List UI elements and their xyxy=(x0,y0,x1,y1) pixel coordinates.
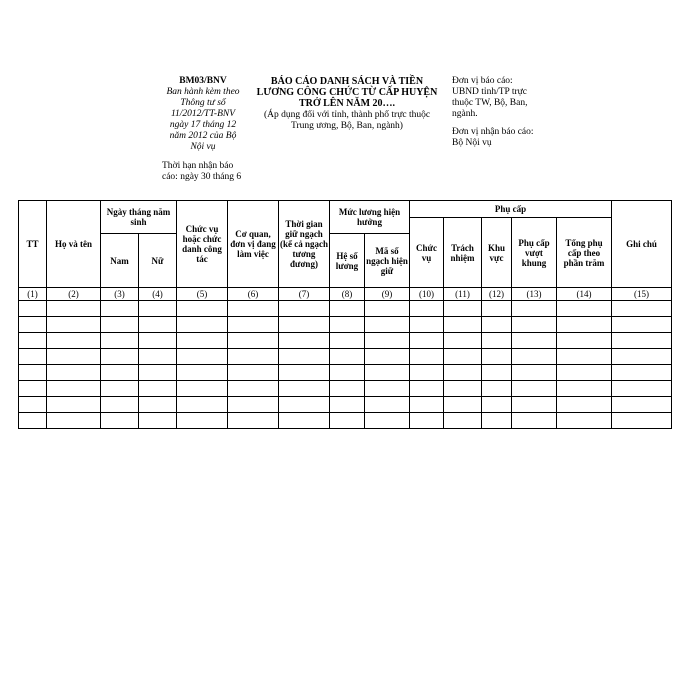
header-rank-code: Mã số ngạch hiện giữ xyxy=(365,234,410,288)
table-row xyxy=(19,333,672,349)
col-number: (13) xyxy=(512,288,557,301)
table-cell xyxy=(512,397,557,413)
table-cell xyxy=(101,397,139,413)
table-cell xyxy=(557,381,612,397)
table-cell xyxy=(139,333,177,349)
table-cell xyxy=(410,349,444,365)
col-number: (9) xyxy=(365,288,410,301)
staff-salary-table xyxy=(18,200,672,429)
table-cell xyxy=(19,397,47,413)
table-cell xyxy=(512,333,557,349)
table-cell xyxy=(330,397,365,413)
header-note: Ghi chú xyxy=(612,201,672,288)
table-cell xyxy=(410,381,444,397)
table-row xyxy=(19,413,672,429)
table-cell xyxy=(19,413,47,429)
issued-line: năm 2012 của Bộ xyxy=(169,131,237,141)
table-cell xyxy=(512,301,557,317)
table-cell xyxy=(512,365,557,381)
table-cell xyxy=(47,397,101,413)
table-cell xyxy=(512,413,557,429)
table-cell xyxy=(279,349,330,365)
table-cell xyxy=(444,413,482,429)
table-cell xyxy=(444,349,482,365)
col-number: (14) xyxy=(557,288,612,301)
table-cell xyxy=(139,413,177,429)
col-number: (8) xyxy=(330,288,365,301)
table-cell xyxy=(330,365,365,381)
table-cell xyxy=(365,333,410,349)
table-cell xyxy=(177,333,228,349)
table-row xyxy=(19,301,672,317)
header-excess: Phụ cấp vượt khung xyxy=(512,218,557,288)
title-line: BÁO CÁO DANH SÁCH VÀ TIỀN xyxy=(270,76,424,87)
reporting-line: ngành. xyxy=(452,109,478,119)
col-number: (15) xyxy=(612,288,672,301)
form-code: BM03/BNV xyxy=(179,76,227,86)
table-cell xyxy=(139,397,177,413)
table-cell xyxy=(444,397,482,413)
header-male: Nam xyxy=(101,234,139,288)
table-cell xyxy=(228,381,279,397)
table-cell xyxy=(47,333,101,349)
table-cell xyxy=(482,365,512,381)
header-coef: Hệ số lương xyxy=(330,234,365,288)
table-cell xyxy=(228,397,279,413)
table-cell xyxy=(410,301,444,317)
deadline-line: Thời hạn nhận báo xyxy=(162,161,234,171)
table-cell xyxy=(482,317,512,333)
table-cell xyxy=(612,349,672,365)
table-cell xyxy=(228,413,279,429)
table-cell xyxy=(612,381,672,397)
column-number-row xyxy=(19,288,672,301)
table-cell xyxy=(482,333,512,349)
header-agency: Cơ quan, đơn vị đang làm việc xyxy=(228,201,279,288)
subtitle-line: (Áp dụng đối với tỉnh, thành phố trực thuộc xyxy=(263,110,431,120)
table-cell xyxy=(19,317,47,333)
issued-by-note xyxy=(158,87,248,153)
table-cell xyxy=(410,333,444,349)
header-region: Khu vực xyxy=(482,218,512,288)
table-cell xyxy=(512,381,557,397)
col-number: (11) xyxy=(444,288,482,301)
table-cell xyxy=(444,381,482,397)
table-cell xyxy=(139,381,177,397)
subtitle-line: Trung ương, Bộ, Ban, ngành) xyxy=(291,121,403,131)
table-cell xyxy=(101,317,139,333)
table-cell xyxy=(612,317,672,333)
table-cell xyxy=(410,397,444,413)
table-cell xyxy=(482,397,512,413)
receiving-unit xyxy=(452,127,572,149)
table-cell xyxy=(330,301,365,317)
table-cell xyxy=(557,397,612,413)
table-cell xyxy=(228,301,279,317)
table-cell xyxy=(512,349,557,365)
table-cell xyxy=(19,365,47,381)
header-duty: Chức vụ xyxy=(410,218,444,288)
table-cell xyxy=(279,381,330,397)
table-row xyxy=(19,317,672,333)
receiving-line: Đơn vị nhận báo cáo: xyxy=(452,127,534,137)
table-cell xyxy=(330,349,365,365)
table-cell xyxy=(228,349,279,365)
table-row xyxy=(19,349,672,365)
table-cell xyxy=(47,349,101,365)
issued-line: ngày 17 tháng 12 xyxy=(169,120,237,130)
table-cell xyxy=(47,365,101,381)
receiving-line: Bộ Nội vụ xyxy=(452,138,492,148)
report-subtitle xyxy=(252,110,442,132)
table-cell xyxy=(330,413,365,429)
table-cell xyxy=(19,333,47,349)
table-cell xyxy=(279,413,330,429)
table-cell xyxy=(482,413,512,429)
empty-rows xyxy=(19,301,672,429)
table-cell xyxy=(330,317,365,333)
table-cell xyxy=(177,381,228,397)
header-tt: TT xyxy=(19,201,47,288)
table-cell xyxy=(444,333,482,349)
header-responsibility: Trách nhiệm xyxy=(444,218,482,288)
issued-line: Thông tư số xyxy=(180,98,226,108)
table-cell xyxy=(177,397,228,413)
table-cell xyxy=(365,413,410,429)
table-cell xyxy=(444,317,482,333)
table-cell xyxy=(101,381,139,397)
table-row xyxy=(19,397,672,413)
table-cell xyxy=(47,413,101,429)
table-cell xyxy=(557,317,612,333)
table-cell xyxy=(365,365,410,381)
table-cell xyxy=(444,365,482,381)
table-cell xyxy=(279,333,330,349)
table-cell xyxy=(444,301,482,317)
table-cell xyxy=(557,333,612,349)
table-cell xyxy=(101,349,139,365)
table-cell xyxy=(279,397,330,413)
table-cell xyxy=(482,349,512,365)
header-dob: Ngày tháng năm sinh xyxy=(101,201,177,234)
table-cell xyxy=(177,301,228,317)
table-row xyxy=(19,365,672,381)
table-cell xyxy=(47,301,101,317)
issued-line: Nội vụ xyxy=(190,142,216,152)
table-cell xyxy=(228,365,279,381)
header-total-pct: Tổng phụ cấp theo phần trăm xyxy=(557,218,612,288)
col-number: (6) xyxy=(228,288,279,301)
table-cell xyxy=(177,365,228,381)
table-cell xyxy=(177,349,228,365)
reporting-line: thuộc TW, Bộ, Ban, xyxy=(452,98,528,108)
deadline-line: cáo: ngày 30 tháng 6 xyxy=(162,172,242,182)
table-cell xyxy=(19,349,47,365)
table-cell xyxy=(101,333,139,349)
table-cell xyxy=(101,301,139,317)
title-line: TRỞ LÊN NĂM 20…. xyxy=(298,98,396,109)
issued-line: 11/2012/TT-BNV xyxy=(170,109,236,119)
table-cell xyxy=(19,301,47,317)
col-number: (2) xyxy=(47,288,101,301)
table-cell xyxy=(177,317,228,333)
table-cell xyxy=(365,317,410,333)
col-number: (4) xyxy=(139,288,177,301)
table-cell xyxy=(279,317,330,333)
table-cell xyxy=(330,333,365,349)
header-time-rank: Thời gian giữ ngạch (kể cả ngạch tương đương) xyxy=(279,201,330,288)
table-cell xyxy=(482,381,512,397)
report-title xyxy=(252,76,442,109)
table-cell xyxy=(612,301,672,317)
table-cell xyxy=(139,365,177,381)
table-cell xyxy=(612,365,672,381)
header-position: Chức vụ hoặc chức danh công tác xyxy=(177,201,228,288)
col-number: (1) xyxy=(19,288,47,301)
table-cell xyxy=(139,317,177,333)
issued-line: Ban hành kèm theo xyxy=(166,87,240,97)
table-cell xyxy=(410,365,444,381)
table-cell xyxy=(19,381,47,397)
deadline-note xyxy=(158,161,257,183)
reporting-unit xyxy=(452,76,562,120)
table-cell xyxy=(47,381,101,397)
table-cell xyxy=(279,301,330,317)
table-cell xyxy=(482,301,512,317)
table-cell xyxy=(228,317,279,333)
table-cell xyxy=(612,397,672,413)
table-cell xyxy=(557,349,612,365)
header-name: Họ và tên xyxy=(47,201,101,288)
table-row xyxy=(19,381,672,397)
table-cell xyxy=(228,333,279,349)
header-female: Nữ xyxy=(139,234,177,288)
col-number: (12) xyxy=(482,288,512,301)
header-salary: Mức lương hiện hưởng xyxy=(330,201,410,234)
col-number: (3) xyxy=(101,288,139,301)
reporting-line: Đơn vị báo cáo: xyxy=(452,76,513,86)
col-number: (5) xyxy=(177,288,228,301)
title-line: LƯƠNG CÔNG CHỨC TỪ CẤP HUYỆN xyxy=(256,87,438,98)
table-cell xyxy=(410,317,444,333)
table-cell xyxy=(139,301,177,317)
table-cell xyxy=(612,333,672,349)
table-cell xyxy=(557,365,612,381)
table-cell xyxy=(512,317,557,333)
table-cell xyxy=(330,381,365,397)
reporting-line: UBND tỉnh/TP trực xyxy=(452,87,527,97)
table-cell xyxy=(612,413,672,429)
header-allowance: Phụ cấp xyxy=(410,201,612,218)
col-number: (10) xyxy=(410,288,444,301)
table-cell xyxy=(365,349,410,365)
table-cell xyxy=(279,365,330,381)
table-cell xyxy=(139,349,177,365)
table-cell xyxy=(365,381,410,397)
col-number: (7) xyxy=(279,288,330,301)
table-cell xyxy=(101,365,139,381)
table-cell xyxy=(365,301,410,317)
table-cell xyxy=(47,317,101,333)
table-cell xyxy=(101,413,139,429)
table-cell xyxy=(557,301,612,317)
table-cell xyxy=(177,413,228,429)
table-cell xyxy=(365,397,410,413)
table-cell xyxy=(410,413,444,429)
table-cell xyxy=(557,413,612,429)
